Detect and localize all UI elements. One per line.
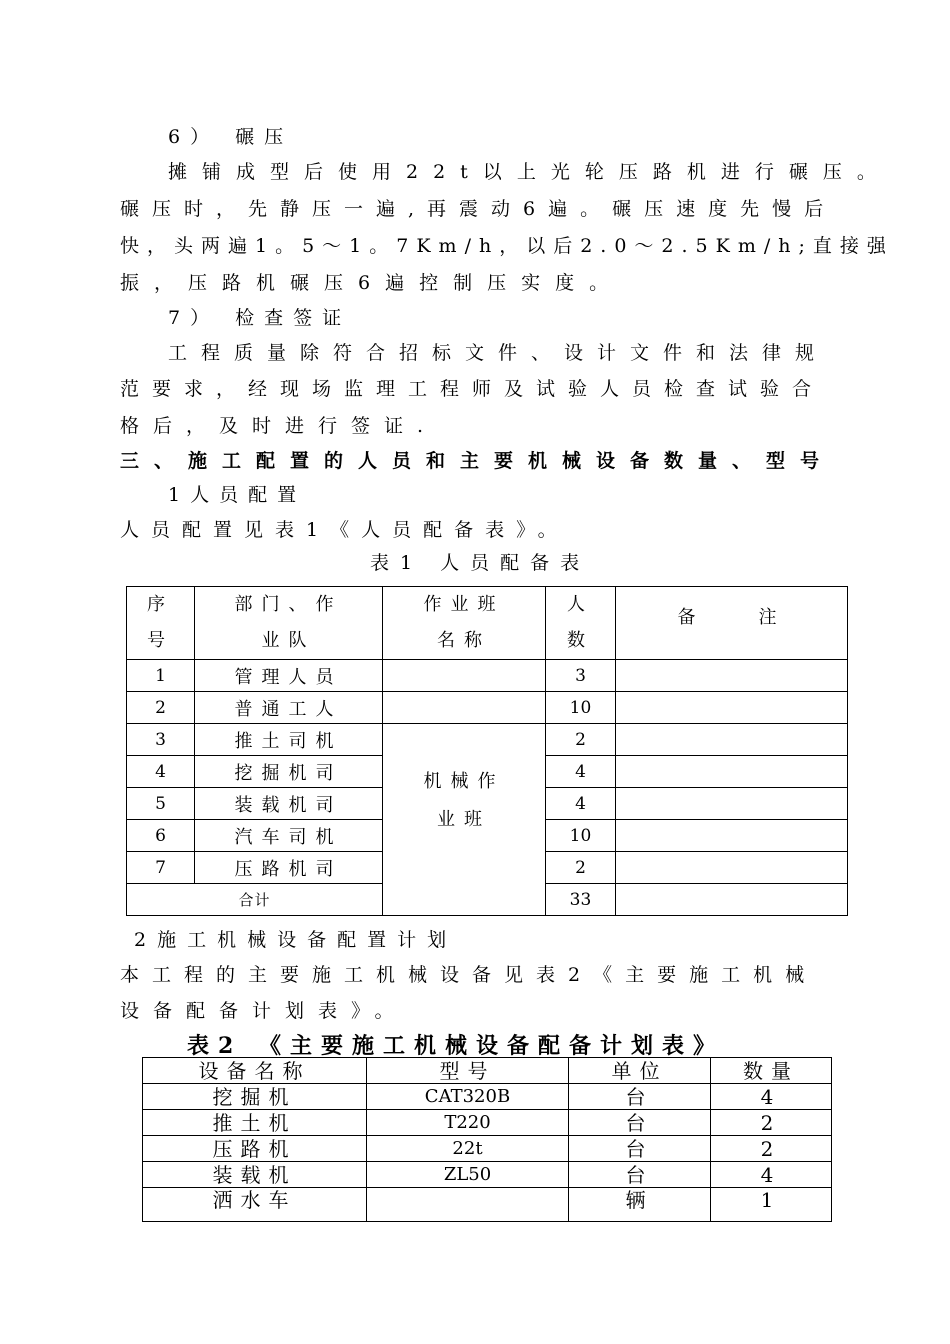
equipment-table [142,1057,832,1222]
equipment-unit: 台 [569,1162,711,1188]
equipment-qty: 4 [711,1084,832,1110]
table-row [127,724,848,756]
equipment-qty: 4 [711,1162,832,1188]
row-count: 10 [546,820,616,852]
table-row [143,1084,832,1110]
paragraph-line: 格后，及时进行签证. [120,415,438,437]
header-qty: 数量 [711,1058,832,1084]
personnel-table [126,586,848,916]
row-team [383,692,546,724]
equipment-name: 挖掘机 [143,1084,367,1110]
row-seq: 6 [127,820,195,852]
row-count: 4 [546,788,616,820]
row-team [383,660,546,692]
paragraph-line: 本工程的主要施工机械设备见表2《主要施工机械 [120,964,818,986]
table-row [143,1188,832,1222]
row-note [616,692,848,724]
row-seq: 5 [127,788,195,820]
paragraph-line: 设备配备计划表》。 [120,1000,408,1022]
equipment-unit: 台 [569,1136,711,1162]
row-dept: 汽车司机 [195,820,383,852]
header-model: 型号 [367,1058,569,1084]
table-row [127,660,848,692]
paragraph-line: 快，头两遍1。5～1。7Km/h，以后2.0～2.5Km/h;直接强 [120,235,894,257]
row-count: 2 [546,724,616,756]
subsection-2-heading: 2施工机械设备配置计划 [134,929,458,951]
section-6-heading: 6） 碾压 [168,126,294,148]
equipment-unit: 台 [569,1084,711,1110]
table-row [143,1110,832,1136]
row-count: 10 [546,692,616,724]
total-note [616,884,848,916]
table2-caption: 表2 《主要施工机械设备配备计划表》 [187,1033,724,1059]
header-note: 备 注 [616,587,848,660]
row-dept: 管理人员 [195,660,383,692]
table1-caption: 表1 人员配备表 [370,552,591,574]
equipment-name: 压路机 [143,1136,367,1162]
subsection-1-heading: 1人员配置 [168,484,307,506]
header-unit: 单位 [569,1058,711,1084]
row-count: 3 [546,660,616,692]
equipment-name: 推土机 [143,1110,367,1136]
equipment-model: T220 [367,1110,569,1136]
row-dept: 普通工人 [195,692,383,724]
total-label: 合计 [127,884,383,916]
section-7-heading: 7） 检查签证 [168,307,352,329]
paragraph-line: 振，压路机碾压6遍控制压实度。 [120,272,624,294]
table-row [143,1136,832,1162]
row-dept: 推土司机 [195,724,383,756]
section-3-heading: 三、施工配置的人员和主要机械设备数量、型号 [120,450,835,472]
paragraph-line: 摊铺成型后使用22t以上光轮压路机进行碾压。 [168,161,891,183]
header-seq: 序 号 [127,587,195,660]
row-count: 4 [546,756,616,788]
row-count: 2 [546,852,616,884]
equipment-model [367,1188,569,1222]
equipment-model: ZL50 [367,1162,569,1188]
row-seq: 4 [127,756,195,788]
row-note [616,756,848,788]
equipment-qty: 2 [711,1110,832,1136]
table-header-row [143,1058,832,1084]
row-dept: 挖掘机司 [195,756,383,788]
paragraph-line: 范要求，经现场监理工程师及试验人员检查试验合 [120,378,825,400]
equipment-unit: 台 [569,1110,711,1136]
header-count: 人 数 [546,587,616,660]
header-dept: 部门、作 业队 [195,587,383,660]
row-seq: 2 [127,692,195,724]
table-row [127,692,848,724]
equipment-unit: 辆 [569,1188,711,1222]
total-count: 33 [546,884,616,916]
equipment-qty: 2 [711,1136,832,1162]
row-seq: 7 [127,852,195,884]
equipment-name: 装载机 [143,1162,367,1188]
header-team: 作业班 名称 [383,587,546,660]
equipment-model: 22t [367,1136,569,1162]
equipment-qty: 1 [711,1188,832,1222]
row-seq: 3 [127,724,195,756]
paragraph-line: 人员配置见表1《人员配备表》。 [120,519,569,541]
row-dept: 装载机司 [195,788,383,820]
table-row [143,1162,832,1188]
equipment-name: 洒水车 [143,1188,367,1222]
row-note [616,852,848,884]
row-note [616,724,848,756]
paragraph-line: 碾压时，先静压一遍,再震动6遍。碾压速度先慢后 [120,198,837,220]
row-note [616,788,848,820]
machine-team-cell: 机械作 业班 [383,724,546,916]
equipment-model: CAT320B [367,1084,569,1110]
paragraph-line: 工程质量除符合招标文件、设计文件和法律规 [168,342,829,364]
table-header-row [127,587,848,660]
header-name: 设备名称 [143,1058,367,1084]
row-note [616,660,848,692]
row-note [616,820,848,852]
row-seq: 1 [127,660,195,692]
row-dept: 压路机司 [195,852,383,884]
